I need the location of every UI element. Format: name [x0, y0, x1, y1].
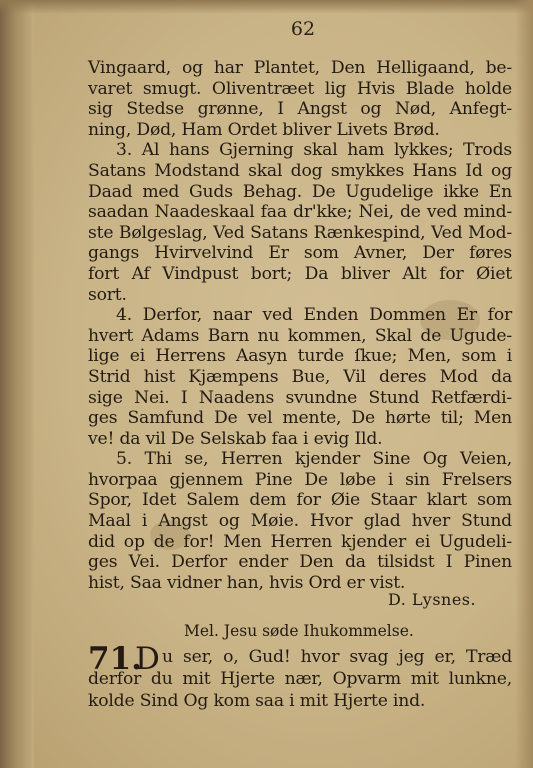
text-line: did op de for! Men Herren kjender ei Ugudeli- [88, 531, 512, 552]
text-line: sig Stedse grønne, I Angst og Nød, Anfegt- [88, 99, 512, 120]
hymn-text-body [88, 58, 512, 593]
page-top-edge [0, 0, 533, 14]
text-line: sort. [88, 284, 127, 305]
text-line: 5. Thi se, Herren kjender Sine Og Veien, [116, 449, 512, 470]
text-line: Strid hist Kjæmpens Bue, Vil deres Mod da [88, 366, 512, 387]
text-line: ges Samfund De vel mente, De hørte til; Men [88, 408, 512, 429]
text-line: u ser, o, Gud! hvor svag jeg er, Træd [162, 647, 512, 667]
author-signature: D. Lysnes. [388, 590, 477, 609]
text-line: Maal i Angst og Møie. Hvor glad hver Stund [88, 511, 512, 532]
text-line: Spor, Idet Salem dem for Øie Staar klart som [88, 490, 512, 511]
text-line: 3. Al hans Gjerning skal ham lykkes; Trods [116, 140, 512, 161]
text-line: varet smugt. Oliventræet lig Hvis Blade holde [88, 78, 512, 99]
melody-heading: Mel. Jesu søde Ihukommelse. [184, 622, 414, 640]
text-line: saadan Naadeskaal faa dr'kke; Nei, de ved mind- [88, 202, 512, 223]
text-line: lige ei Herrens Aasyn turde ſkue; Men, som i [88, 346, 512, 367]
text-line: ve! da vil De Selskab faa i evig Ild. [88, 428, 383, 449]
text-line: fort Af Vindpust bort; Da bliver Alt for Øiet [88, 263, 512, 284]
page-number: 62 [290, 18, 316, 40]
page-right-edge [515, 0, 533, 768]
text-line: hvorpaa gjennem Pine De løbe i sin Frelsers [88, 469, 512, 490]
text-line: Daad med Guds Behag. De Ugudelige ikke En [88, 181, 512, 202]
text-line: derfor du mit Hjerte nær, Opvarm mit lunkne, [88, 669, 512, 689]
text-line: ning, Død, Ham Ordet bliver Livets Brød. [88, 119, 440, 140]
hymn-number: 71. [88, 641, 142, 677]
text-line: hvert Adams Barn nu kommen, Skal de Ugude- [88, 325, 512, 346]
hymn-71 [88, 641, 512, 712]
text-line: ste Bølgeslag, Ved Satans Rænkespind, Ved Mod- [88, 222, 512, 243]
page-gutter [0, 0, 34, 768]
text-line: Vingaard, og har Plantet, Den Helligaand, be- [88, 58, 512, 78]
drop-cap: D [135, 641, 160, 677]
text-line: hist, Saa vidner han, hvis Ord er vist. [88, 572, 406, 593]
text-line: ges Vei. Derfor ender Den da tilsidst I Pinen [88, 552, 512, 573]
text-line: 4. Derfor, naar ved Enden Dommen Er for [116, 305, 512, 326]
text-line: kolde Sind Og kom saa i mit Hjerte ind. [88, 691, 426, 711]
text-line: Satans Modstand skal dog smykkes Hans Id og [88, 160, 512, 181]
text-line: sige Nei. I Naadens svundne Stund Retfærdi- [88, 387, 512, 408]
text-line: gangs Hvirvelvind Er som Avner, Der føres [88, 243, 512, 264]
